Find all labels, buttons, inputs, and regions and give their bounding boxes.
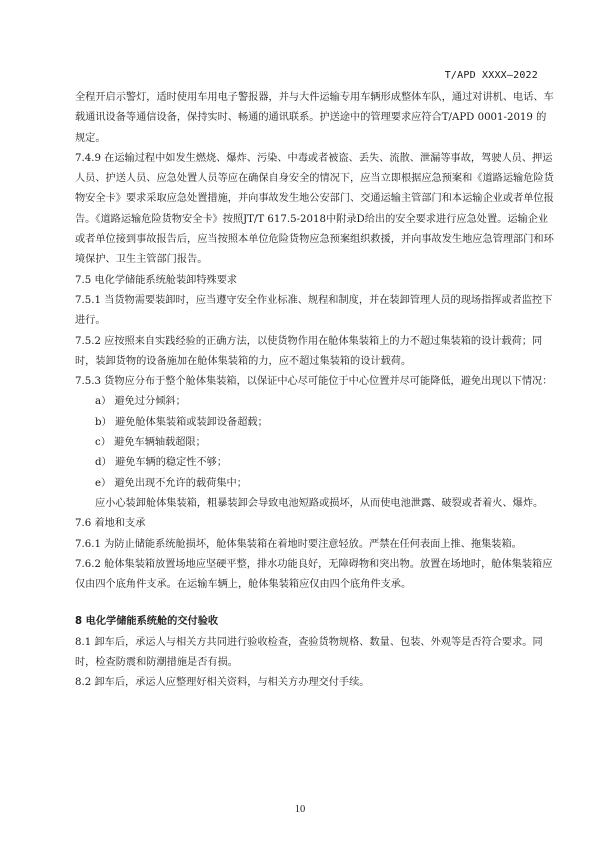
paragraph-7-5-3-note: 应小心装卸舱体集装箱，粗暴装卸会导致电池短路或损坏，从而使电池泄露、破裂或者着火、爆炸。 xyxy=(95,497,544,509)
document-body xyxy=(75,88,555,694)
list-item: e） 避免出现不允许的载荷集中； xyxy=(95,477,247,489)
paragraph-continuation: 全程开启示警灯，适时使用车用电子警报器，并与大件运输专用车辆形成整体车队，通过对讲机、电话、车载通讯设备等通信设备，保持实时、畅通的通讯联系。护送途中的管理要求应符合T/APD 0001-2019 的规定。 xyxy=(75,92,554,144)
paragraph-8-1: 8.1 卸车后，承运人与相关方共同进行验收检查，查验货物规格、数量、包装、外观等是否符合要求。同时，检查防震和防潮措施是否有损。 xyxy=(75,636,543,669)
paragraph-7-5-3: 7.5.3 货物应分布于整个舱体集装箱，以保证中心尽可能位于中心位置并尽可能降低，避免出现以下情况： xyxy=(75,376,553,388)
chapter-heading-8: 8 电化学储能系统舱的交付验收 xyxy=(75,616,219,628)
paragraph-7-4-9: 7.4.9 在运输过程中如发生燃烧、爆炸、污染、中毒或者被盗、丢失、流散、泄漏等事故，驾驶人员、押运人员、护送人员、应急处置人员等应在确保自身安全的情况下，应当立即根据应急预案和《道路运输危险货物安全卡》要求采取应急处置措施，并向事故发生地公安部门、交通运输主管部门和本运输企业或者单位报告。《道路运输危险货物安全卡》按照JT/T 617.5-2018中附录D给出的安全要求进行应急处置。运输企业或者单位接到事故报告后，应当按照本单位危险货物应急预案组织救援，并向事故发生地应急管理部门和环境保护、卫生主管部门报告。 xyxy=(75,152,554,266)
paragraph-8-2: 8.2 卸车后，承运人应整理好相关资料，与相关方办理交付手续。 xyxy=(75,677,370,689)
section-heading-7-6: 7.6 着地和支承 xyxy=(75,518,146,530)
page-number: 10 xyxy=(294,804,306,815)
list-item: c） 避免车辆轴载超限； xyxy=(95,437,206,449)
paragraph-7-6-1: 7.6.1 为防止储能系统舱损坏，舱体集装箱在着地时要注意轻放。严禁在任何表面上推、拖集装箱。 xyxy=(75,538,522,550)
section-heading-7-5: 7.5 电化学储能系统舱装卸特殊要求 xyxy=(75,274,238,286)
paragraph-7-5-1: 7.5.1 当货物需要装卸时，应当遵守安全作业标准、规程和制度，并在装卸管理人员的现场指挥或者监控下进行。 xyxy=(75,294,553,327)
standard-code-header: T/APD XXXX—2022 xyxy=(444,70,538,81)
list-item: b） 避免舱体集装箱或装卸设备超载； xyxy=(95,416,268,428)
list-item: d） 避免车辆的稳定性不够； xyxy=(95,457,228,469)
list-item: a） 避免过分倾斜； xyxy=(95,396,186,408)
paragraph-7-6-2: 7.6.2 舱体集装箱放置场地应坚硬平整，排水功能良好，无障碍物和突出物。放置在场地时，舱体集装箱应仅由四个底角件支承。在运输车辆上，舱体集装箱应仅由四个底角件支承。 xyxy=(75,558,553,591)
list xyxy=(75,392,555,493)
paragraph-7-5-2: 7.5.2 应按照来自实践经验的正确方法，以使货物作用在舱体集装箱上的力不超过集装箱的设计载荷；同时，装卸货物的设备施加在舱体集装箱的力，应不超过集装箱的设计载荷。 xyxy=(75,335,543,367)
